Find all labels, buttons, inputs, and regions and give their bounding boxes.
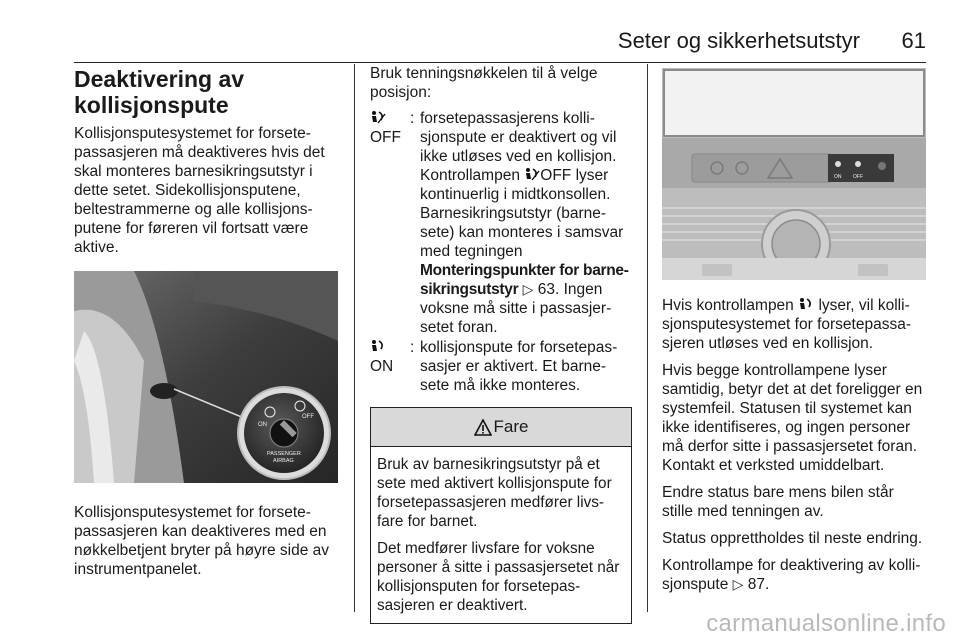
definition-desc-off-text: forsetepassasjerens kolli-sjonspute er deaktivert og vil ikke utløses ved en kollisjon. Kontrollampen xyxy=(420,110,617,184)
cross-reference-link[interactable]: Monteringspunkter for barne-sikringsutstyr xyxy=(420,262,629,298)
airbag-switch-photo xyxy=(74,271,338,483)
page-reference[interactable]: 87 xyxy=(747,576,766,593)
airbag-on-icon xyxy=(798,297,814,312)
switch-description: Kollisjonsputesystemet for forsete-passasjeren kan deaktiveres med en nøkkelbetjent bryter på høyre side av instrumentpanelet. xyxy=(74,504,330,578)
warning-title: Fare xyxy=(493,417,529,436)
switch-airbag-label: AIRBAG xyxy=(273,458,294,464)
warning-header xyxy=(371,408,631,447)
airbag-off-icon xyxy=(524,167,540,182)
paragraph: Hvis begge kontrollampene lyser samtidig, betyr det at det foreligger en systemfeil. Statusen til systemet kan ikke identifiseres, og ingen personer må derfor sitte i passasjersetet foran. Kontakt et verksted umiddelbart. xyxy=(662,362,923,474)
watermark: carmanualsonline.info xyxy=(706,610,946,637)
column-1 xyxy=(74,64,340,579)
column-2 xyxy=(370,64,632,624)
definition-desc-off xyxy=(420,109,632,337)
section-heading: Deaktivering av kollisjonspute xyxy=(74,66,245,118)
center-console-photo xyxy=(662,68,926,280)
warning-paragraph: Bruk av barnesikringsutstyr på et sete med aktivert kollisjonspute for forsetepassasjeren medfører livs-fare for barnet. xyxy=(377,456,612,530)
switch-on-label: ON xyxy=(258,422,267,428)
warning-body xyxy=(371,447,631,623)
paragraph: Status opprettholdes til neste endring. xyxy=(662,530,923,547)
definition-colon: : xyxy=(410,339,415,356)
airbag-off-lamp-icon xyxy=(855,161,861,167)
airbag-off-icon xyxy=(370,110,386,125)
airbag-on-icon xyxy=(370,339,386,354)
warning-box xyxy=(370,407,632,624)
definition-desc-off-text: OFF lyser kontinuerlig i midtkonsollen. Barnesikringsutstyr (barne-sete) kan monteres i samsvar med tegningen xyxy=(420,167,624,260)
warning-triangle-icon xyxy=(474,419,492,436)
column-divider xyxy=(647,64,648,612)
page-reference[interactable]: 63 xyxy=(537,281,555,298)
paragraph xyxy=(662,296,926,353)
definition-on xyxy=(370,338,632,395)
definition-desc-off-text: . Ingen voksne må sitte i passasjer-setet foran. xyxy=(420,281,612,336)
switch-off-label: OFF xyxy=(302,414,314,420)
definition-off xyxy=(370,109,632,337)
definition-term-off xyxy=(370,109,410,337)
definition-desc-on: kollisjonspute for forsetepas-sasjer er aktivert. Et barne-sete må ikke monteres. xyxy=(420,339,618,394)
page-reference-arrow-icon: ▷ xyxy=(732,576,744,592)
airbag-on-lamp-icon xyxy=(835,161,841,167)
section-title: Seter og sikkerhetsutstyr xyxy=(617,28,860,53)
column-divider xyxy=(354,64,355,612)
switch-passenger-label: PASSENGER xyxy=(267,451,301,457)
position-intro: Bruk tenningsnøkkelen til å velge posisjon: xyxy=(370,65,598,101)
warning-paragraph: Det medfører livsfare for voksne personer å sitte i passasjersetet når kollisjonsputen for forsetepas-sasjeren er deaktivert. xyxy=(377,540,620,614)
paragraph-text: . xyxy=(765,576,770,593)
lamp-on-label: ON xyxy=(834,174,842,180)
definition-term-on-text: ON xyxy=(370,358,394,375)
definition-term-on xyxy=(370,338,410,395)
paragraph-text: Kontrollampe for deaktivering av kolli-sjonspute xyxy=(662,557,921,593)
intro-paragraph: Kollisjonsputesystemet for forsete-passasjeren må deaktiveres hvis det skal monteres barnesikringsutstyr i dette setet. Sidekollisjonsputene, beltestrammerne og alle kollisjons-putene for føreren vil fortsatt være aktive. xyxy=(74,125,325,256)
definition-term-off-text: OFF xyxy=(370,129,401,146)
paragraph-text: lyser, vil kolli-sjonsputesystemet for forsetepassa-sjeren utløses ved en kollisjon. xyxy=(662,297,911,352)
lamp-off-label: OFF xyxy=(853,174,863,180)
definition-colon: : xyxy=(410,110,415,127)
page-reference-arrow-icon: ▷ xyxy=(522,281,534,297)
page-number: 61 xyxy=(901,28,926,53)
paragraph: Endre status bare mens bilen står stille med tenningen av. xyxy=(662,484,894,520)
paragraph-text: Hvis kontrollampen xyxy=(662,297,794,314)
page-header xyxy=(74,22,926,63)
column-3 xyxy=(662,64,926,594)
paragraph xyxy=(662,556,926,594)
